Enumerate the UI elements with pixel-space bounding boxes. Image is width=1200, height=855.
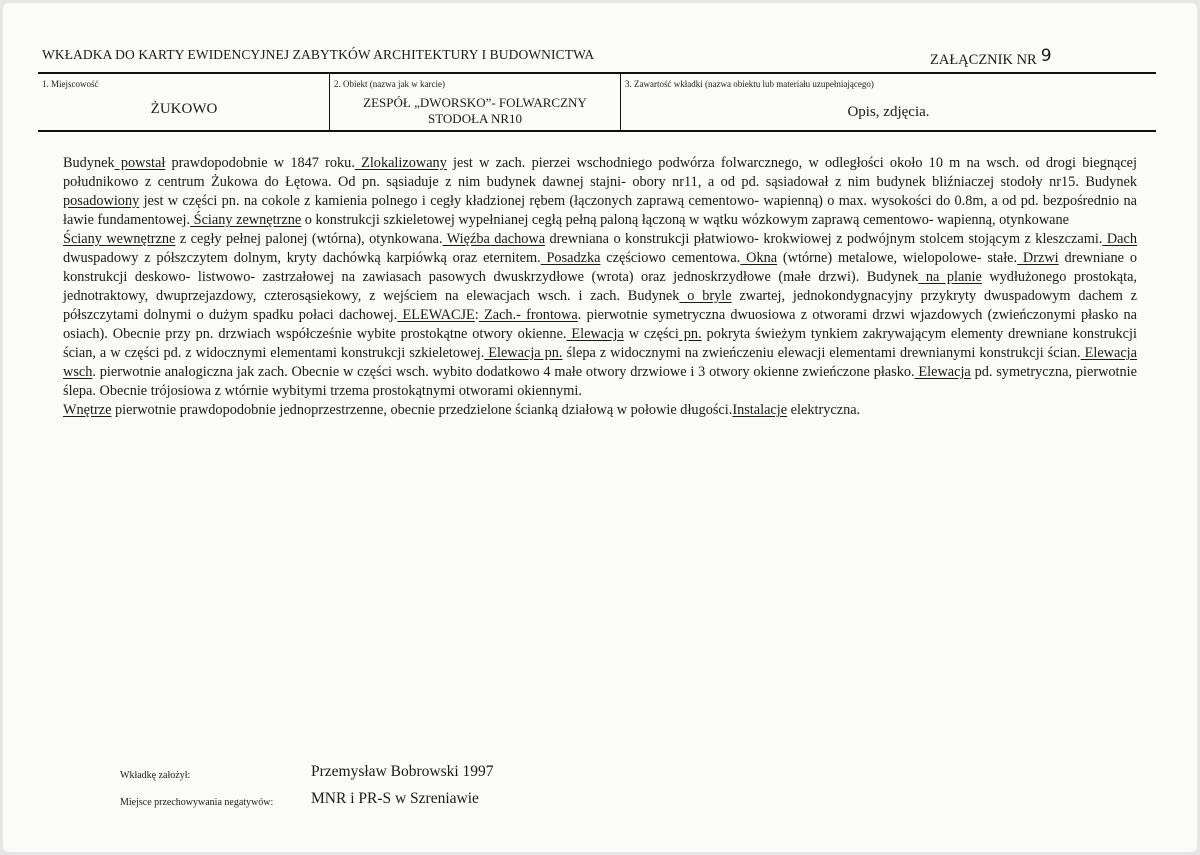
heading-term: Elewacja xyxy=(566,326,624,342)
heading-term: pn. xyxy=(678,326,702,342)
field-value-contents: Opis, zdjęcia. xyxy=(847,104,930,120)
description-paragraph xyxy=(63,230,1137,401)
heading-term: Elewacja xyxy=(914,364,971,380)
field-label-contents: 3. Zawartość wkładki (nazwa obiektu lub materiału uzupełniającego) xyxy=(625,79,874,89)
text-run: . pierwotnie analogiczna jak zach. Obecnie w części wsch. wybito dodatkowo 4 małe otwory drzwiowe i 3 otwory okienne zwieńczone płasko. xyxy=(92,364,915,380)
text-run: drewniana o konstrukcji płatwiowo- krokwiowej z podwójnym stolcem stojącym z kleszczami. xyxy=(545,231,1103,247)
attachment-number xyxy=(930,46,1052,69)
heading-term: Ściany zewnętrzne xyxy=(190,212,302,228)
description-text xyxy=(63,154,1137,420)
text-run: jest w zach. pierzei wschodniego podwórza folwarcznego, w odległości około 10 m na wsch. od drogi biegnącej południkowo z centrum Żukowa do Łętowa. Od pn. sąsiaduje z nim budynek dawnej stajni- obory nr11, a od pd. sąsiadował z nim budynek bliźniaczej stodoły nr15. Budynek xyxy=(63,155,1137,190)
document-sheet xyxy=(3,3,1197,852)
attachment-number-handwritten: 9 xyxy=(1040,46,1052,66)
text-run: prawdopodobnie w 1847 roku. xyxy=(165,155,355,171)
heading-term: Posadzka xyxy=(540,250,601,266)
attachment-label: ZAŁĄCZNIK NR xyxy=(930,52,1037,68)
author-label: Wkładkę założył: xyxy=(120,770,191,781)
storage-label: Miejsce przechowywania negatywów: xyxy=(120,797,274,808)
heading-term: powstał xyxy=(114,155,166,171)
text-run: : xyxy=(474,307,479,323)
heading-term: Ściany wewnętrzne xyxy=(63,231,176,247)
heading-term: Elewacja pn. xyxy=(484,345,563,361)
text-run: dwuspadowy z półszczytem dolnym, kryty dachówką karpiówką oraz eternitem. xyxy=(63,250,541,266)
text-run: w części xyxy=(623,326,679,342)
text-run: częściowo cementowa. xyxy=(600,250,741,266)
field-label-object: 2. Obiekt (nazwa jak w karcie) xyxy=(334,79,445,89)
field-value-object xyxy=(330,95,620,127)
heading-term: Elewacja wsch xyxy=(63,345,1138,380)
heading-term: Drzwi xyxy=(1017,250,1059,266)
heading-term: Więźba dachowa xyxy=(442,231,546,247)
text-run: . pierwotnie symetryczna dwuosiowa z otworami drzwi wjazdowych (zwieńczonymi płasko na osiach). Obecnie przy pn. drzwiach współcześnie wybite prostokątne otwory okienne. xyxy=(63,307,1138,342)
table-divider xyxy=(620,74,621,131)
heading-term: na planie xyxy=(918,269,982,285)
text-run: pokryta świeżym tynkiem zakrywającym elementy drewniane konstrukcji ścian, a w części pd. z widocznymi elementami konstrukcji szkieletowej. xyxy=(63,326,1137,361)
table-top-rule xyxy=(38,72,1156,74)
text-run: pierwotnie prawdopodobnie jednoprzestrzenne, obecnie przedzielone ścianką działową w połowie długości. xyxy=(111,402,733,418)
heading-term: Zlokalizowany xyxy=(354,155,447,171)
field-value-object-line1: ZESPÓŁ „DWORSKO”- FOLWARCZNY xyxy=(363,95,587,110)
text-run: wydłużonego prostokąta, jednotraktowy, dwuprzejazdowy, czterosąsiekowy, z wejściem na elewacjach wsch. i zach. Budynek xyxy=(63,269,1137,304)
heading-term: o bryle xyxy=(679,288,732,304)
text-run: jest w części pn. na cokole z kamienia polnego i cegły kładzionej rębem (łączonych zaprawą cementowo- wapienną) o max. wysokości do 0.8m, a od pd. bezpośrednio na ławie fundamentowej. xyxy=(63,193,1137,228)
table-bottom-rule xyxy=(38,130,1156,132)
text-run: (wtórne) metalowe, wielopolowe- stałe. xyxy=(777,250,1018,266)
heading-term: ELEWACJE xyxy=(397,307,475,323)
heading-term: Okna xyxy=(740,250,778,266)
text-run: drewniane o konstrukcji deskowo- listwowo- zastrzałowej na zawiasach pasowych dwuskrzydłowe (wrota) oraz jednoskrzydłowe (małe drzwi). Budynek xyxy=(63,250,1137,285)
text-run: o konstrukcji szkieletowej wypełnianej cegłą pełną paloną łączoną w wątku wózkowym zaprawą cementowo- wapienną, otynkowane xyxy=(301,212,1069,228)
document-title: WKŁADKA DO KARTY EWIDENCYJNEJ ZABYTKÓW ARCHITEKTURY I BUDOWNICTWA xyxy=(42,47,595,62)
text-run: Budynek xyxy=(63,155,115,171)
text-run: ślepa z widocznymi na zwieńczeniu elewacji elementami drewnianymi konstrukcji ścian. xyxy=(562,345,1081,361)
text-run: elektryczna. xyxy=(787,402,861,418)
text-run: zwartej, jednokondygnacyjny przykryty dwuspadowym dachem z półszczytami dolnymi o dużym spadku połaci dachowej. xyxy=(63,288,1137,323)
field-label-locality: 1. Miejscowość xyxy=(42,79,99,89)
author-value: Przemysław Bobrowski 1997 xyxy=(311,763,494,780)
description-paragraph xyxy=(63,401,1137,420)
heading-term: Dach xyxy=(1102,231,1137,247)
description-paragraph xyxy=(63,154,1137,230)
text-run: z cegły pełnej palonej (wtórna), otynkowana. xyxy=(175,231,443,247)
field-value-locality: ŻUKOWO xyxy=(150,101,218,117)
heading-term: Instalacje xyxy=(732,402,788,418)
storage-value: MNR i PR-S w Szreniawie xyxy=(311,790,479,807)
heading-term: posadowiony xyxy=(63,193,140,209)
field-value-object-line2: STODOŁA NR10 xyxy=(427,111,523,126)
heading-term: Wnętrze xyxy=(63,402,112,418)
heading-term: Zach.- frontowa xyxy=(478,307,578,323)
text-run: pd. symetryczna, pierwotnie ślepa. Obecnie trójosiowa z wtórnie wybitymi trzema prostokątnymi otworami okiennymi. xyxy=(63,364,1137,399)
